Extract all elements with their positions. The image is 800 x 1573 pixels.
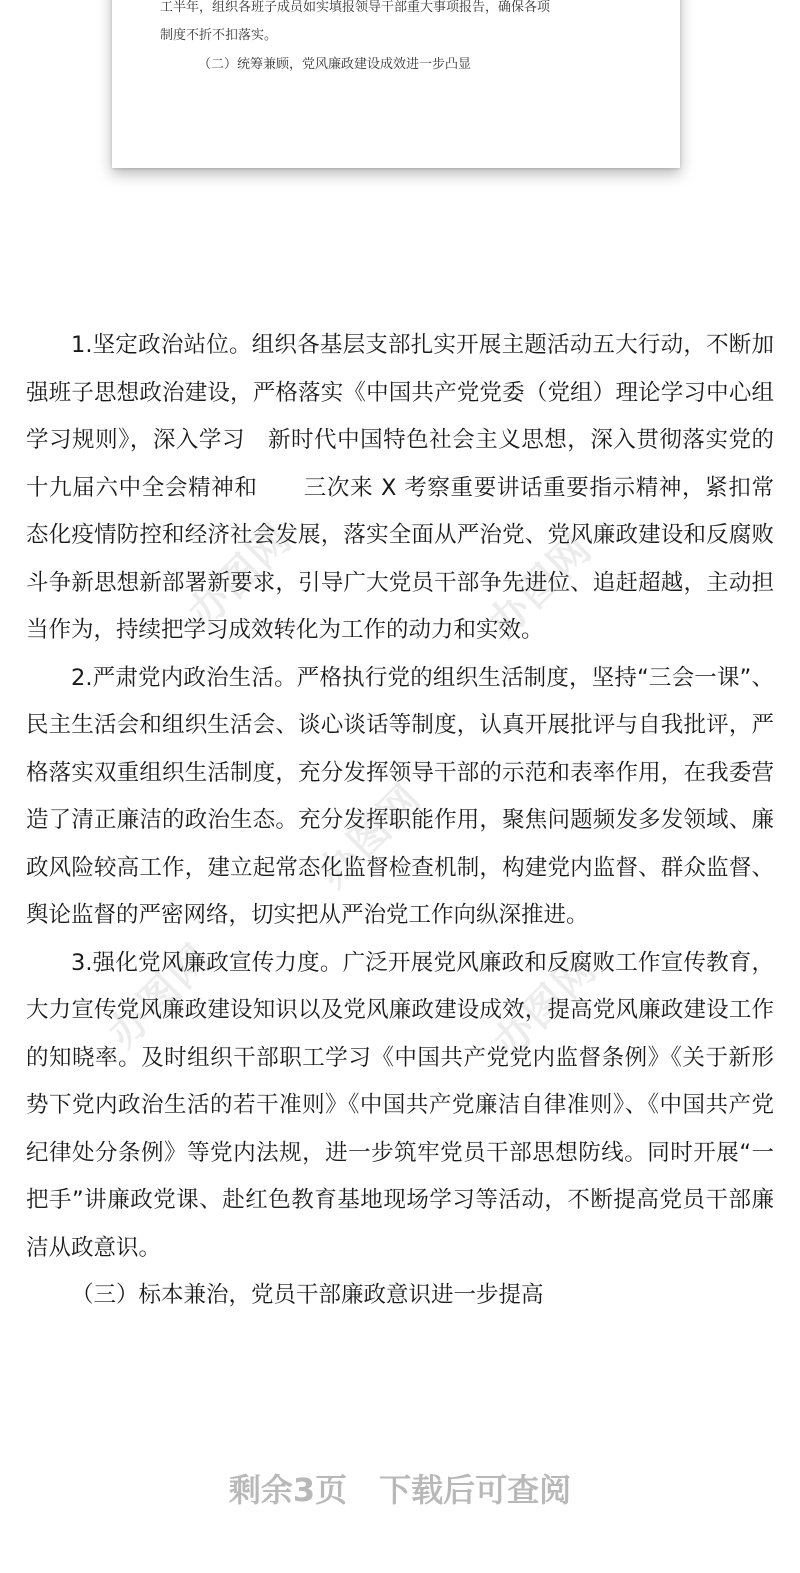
watermark: 办图网 bbox=[309, 775, 432, 897]
document-body bbox=[26, 322, 774, 1320]
section-heading: （三）标本兼治，党员干部廉政意识进一步提高 bbox=[71, 1282, 544, 1308]
preview-line-1: 工半年，组织各班子成员如实填报领导干部重大事项报告，确保各项 bbox=[160, 0, 551, 15]
paragraph-1: 1.坚定政治站位。组织各基层支部扎实开展主题活动五大行动，不断加强班子思想政治建设，严格落实《中国共产党党委（党组）理论学习中心组学习规则》，深入学习 新时代中国特色社会主义思想，深入贯彻落实党的十九届六中全会精神和 三次来 X 考察重要讲话重要指示精神，紧扣常态化疫情防控和经济社会发展，落实全面从严治党、党风廉政建设和反腐败斗争新思想新部署新要求，引导广大党员干部争先进位、追赶超越，主动担当作为，持续把学习成效转化为工作的动力和实效。 bbox=[26, 332, 774, 643]
watermark: 办图网 bbox=[179, 515, 302, 637]
watermark: 办图网 bbox=[479, 525, 602, 647]
paragraph-3: 3.强化党风廉政宣传力度。广泛开展党风廉政和反腐败工作宣传教育，大力宣传党风廉政建设知识以及党风廉政建设成效，提高党风廉政建设工作的知晓率。及时组织干部职工学习《中国共产党党内监督条例》《关于新形势下党内政治生活的若干准则》《中国共产党廉洁自律准则》、《中国共产党纪律处分条例》等党内法规，进一步筑牢党员干部思想防线。同时开展“一把手”讲廉政党课、赴红色教育基地现场学习等活动，不断提高党员干部廉洁从政意识。 bbox=[26, 949, 774, 1261]
download-to-read-more[interactable]: 剩余3页 下载后可查阅 bbox=[228, 1471, 572, 1509]
preview-line-2: 制度不折不扣落实。 bbox=[160, 28, 278, 43]
preview-line-3: （二）统筹兼顾，党风廉政建设成效进一步凸显 bbox=[198, 57, 472, 72]
watermark: 办图网 bbox=[99, 935, 222, 1057]
paragraph-2: 2.严肃党内政治生活。严格执行党的组织生活制度，坚持“三会一课”、民主生活会和组织生活会、谈心谈话等制度，认真开展批评与自我批评，严格落实双重组织生活制度，充分发挥领导干部的示范和表率作用，在我委营造了清正廉洁的政治生态。充分发挥职能作用，聚焦问题频发多发领域、廉政风险较高工作，建立起常态化监督检查机制，构建党内监督、群众监督、舆论监督的严密网络，切实把从严治党工作向纵深推进。 bbox=[26, 664, 774, 928]
watermark: 办图网 bbox=[484, 945, 607, 1067]
page-preview-card bbox=[112, 0, 680, 168]
